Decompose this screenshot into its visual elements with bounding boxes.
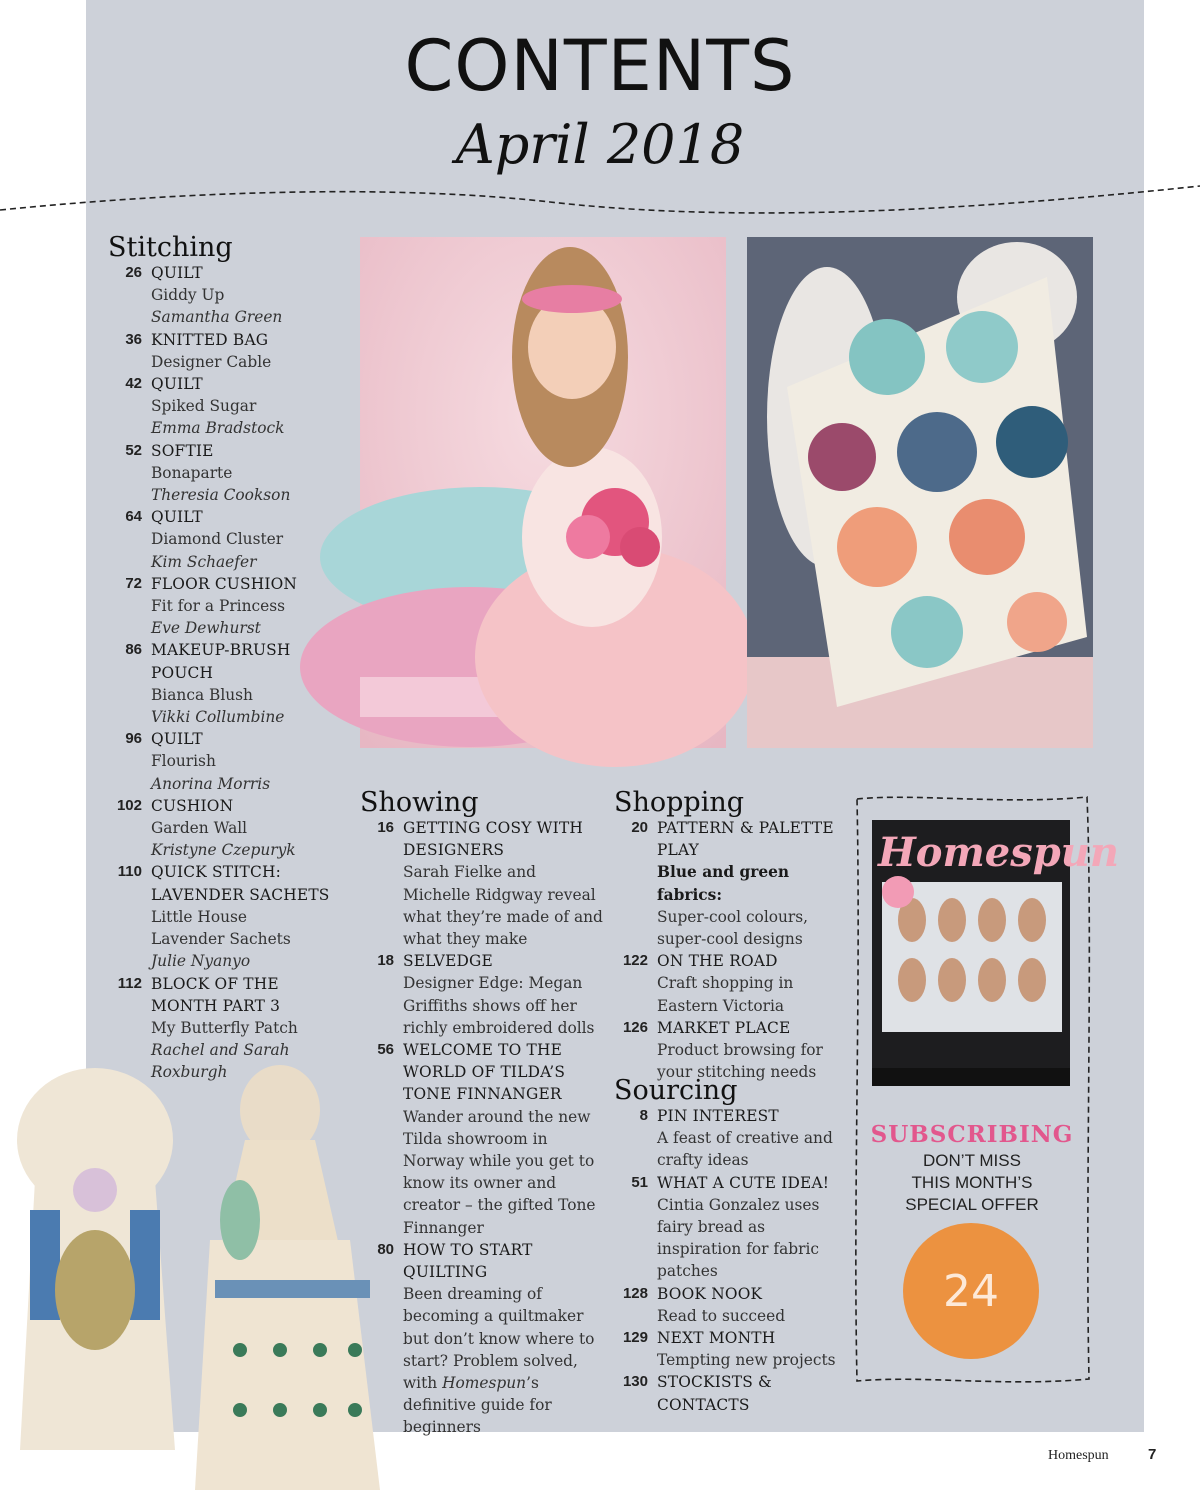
page-number-ref: 51 — [631, 1173, 648, 1191]
entry-heading: KNITTED BAG — [151, 330, 269, 349]
page-number-ref: 96 — [125, 730, 142, 748]
stitch-line-divider — [0, 180, 1200, 220]
entry-designer: Julie Nyanyo — [151, 952, 251, 971]
entry-body — [151, 329, 271, 373]
entry-body — [657, 1371, 848, 1415]
contents-entry[interactable] — [102, 329, 342, 373]
contents-entry[interactable] — [608, 950, 848, 1017]
entry-designer: Kim Schaefer — [151, 552, 257, 571]
entry-heading: MAKEUP-BRUSH POUCH — [151, 641, 291, 682]
entry-subtitle: My Butterfly Patch — [151, 1018, 298, 1037]
page-number-ref: 64 — [125, 508, 142, 526]
entry-subtitle: Lavender Sachets — [151, 930, 291, 949]
page-number-ref: 16 — [377, 819, 394, 836]
entry-subtitle: Designer Cable — [151, 352, 272, 371]
entry-body — [151, 728, 270, 795]
entry-designer: Samantha Green — [151, 308, 283, 327]
entry-heading: PIN INTEREST — [657, 1107, 779, 1125]
subscribe-line: SPECIAL OFFER — [905, 1195, 1039, 1214]
page-title: CONTENTS — [404, 25, 796, 107]
page-number-ref: 80 — [377, 1240, 394, 1258]
entry-body — [151, 795, 296, 862]
page-number-ref: 126 — [622, 1018, 648, 1036]
entry-description — [403, 972, 604, 1039]
footer-brand: Homespun — [1048, 1448, 1109, 1463]
entry-description-text: Designer Edge: Megan Griffiths shows off her richly embroidered dolls — [403, 974, 595, 1037]
entry-description — [657, 972, 848, 1016]
contents-entry[interactable] — [102, 573, 342, 640]
subscribe-page-badge[interactable]: 24 — [903, 1223, 1039, 1359]
entry-description — [657, 906, 848, 950]
girl-floor-cushion-photo — [360, 237, 726, 748]
entry-heading: STOCKISTS & CONTACTS — [657, 1373, 772, 1414]
entry-designer: Theresia Cookson — [151, 486, 291, 505]
page-number-ref: 86 — [125, 641, 142, 659]
entry-heading: WELCOME TO THE WORLD OF TILDA’S TONE FINNANGER — [403, 1041, 566, 1104]
section-shopping-title: Shopping — [614, 787, 745, 818]
sourcing-list — [608, 1105, 848, 1416]
entry-subtitle: Bonaparte — [151, 463, 233, 482]
entry-description-text: A feast of creative and crafty ideas — [657, 1129, 833, 1170]
entry-heading: GETTING COSY WITH DESIGNERS — [403, 819, 584, 860]
contents-entry[interactable] — [102, 440, 342, 507]
entry-heading: QUICK STITCH: LAVENDER SACHETS — [151, 863, 330, 904]
entry-body — [657, 1172, 848, 1283]
entry-heading: SELVEDGE — [403, 952, 493, 971]
entry-body — [657, 1327, 836, 1371]
entry-subtitle: Bianca Blush — [151, 685, 253, 704]
entry-body — [657, 950, 848, 1017]
entry-subtitle: Diamond Cluster — [151, 530, 284, 549]
entry-description-text: Sarah Fielke and Michelle Ridgway reveal what they’re made of and what they make — [403, 863, 603, 949]
entry-description — [403, 861, 604, 950]
entry-subtitle: Garden Wall — [151, 819, 248, 838]
entry-heading: CUSHION — [151, 796, 234, 815]
entry-body — [403, 950, 604, 1039]
entry-description-text: Wander around the new Tilda showroom in Norway while you get to know its owner and creator – the gifted Tone Finnanger — [403, 1107, 596, 1237]
entry-description — [657, 1127, 848, 1171]
entry-subtitle: Little House — [151, 907, 248, 926]
page-number-ref: 128 — [622, 1284, 648, 1302]
entry-heading: FLOOR CUSHION — [151, 574, 298, 593]
entry-body — [151, 440, 290, 507]
entry-designer: Vikki Collumbine — [151, 708, 285, 727]
section-stitching-title: Stitching — [108, 232, 233, 263]
contents-entry[interactable] — [102, 728, 342, 795]
entry-designer: Rachel and Sarah Roxburgh — [151, 1041, 290, 1082]
contents-entry[interactable] — [608, 817, 848, 950]
quilt-photo — [747, 237, 1093, 748]
magazine-cover[interactable] — [872, 820, 1119, 1086]
entry-subtitle: Fit for a Princess — [151, 597, 286, 616]
entry-description — [657, 1349, 836, 1371]
page-number-ref: 18 — [377, 952, 394, 970]
page-number-ref: 36 — [125, 330, 142, 348]
page-number-ref: 110 — [117, 863, 142, 881]
page-number-ref: 56 — [377, 1041, 394, 1059]
entry-body — [151, 861, 342, 972]
contents-entry[interactable] — [102, 373, 342, 440]
contents-entry[interactable] — [354, 950, 604, 1039]
page-number-ref: 20 — [631, 819, 648, 836]
entry-heading: ON THE ROAD — [657, 952, 778, 971]
contents-entry[interactable] — [354, 817, 604, 950]
subscribe-line: THIS MONTH’S — [911, 1173, 1033, 1192]
entry-description-text: Super-cool colours, super-cool designs — [657, 907, 809, 949]
page-number-ref: 26 — [125, 264, 142, 281]
entry-description-text: Cintia Gonzalez uses fairy bread as inspiration for fabric patches — [657, 1195, 820, 1281]
page-number-ref: 52 — [125, 441, 142, 459]
entry-heading: BOOK NOOK — [657, 1284, 763, 1303]
entry-description-text: Read to succeed — [657, 1306, 786, 1325]
contents-entry[interactable] — [102, 795, 342, 862]
subscribe-line: DON’T MISS — [923, 1151, 1021, 1170]
entry-heading: HOW TO START QUILTING — [403, 1240, 533, 1282]
entry-heading: QUILT — [151, 508, 203, 527]
entry-description-text: Tempting new projects — [657, 1351, 836, 1370]
entry-heading: QUILT — [151, 375, 203, 394]
entry-heading: QUILT — [151, 730, 203, 749]
page-number-ref: 8 — [639, 1107, 648, 1124]
entry-description — [403, 1283, 604, 1438]
page-number-ref: 42 — [125, 375, 142, 393]
subscribe-text — [853, 1150, 1091, 1216]
entry-heading: BLOCK OF THE MONTH PART 3 — [151, 974, 281, 1015]
entry-designer: Eve Dewhurst — [151, 619, 261, 638]
page-number-ref: 130 — [622, 1373, 648, 1391]
issue-date: April 2018 — [455, 113, 745, 176]
entry-description-italic: Homespun — [442, 1374, 527, 1393]
entry-description — [657, 1194, 848, 1283]
entry-body — [657, 1105, 848, 1172]
page-number-ref: 122 — [622, 952, 648, 970]
entry-subtitle: Flourish — [151, 752, 216, 771]
shopping-list — [608, 817, 848, 1083]
entry-body — [151, 506, 283, 573]
entry-description-end: ’s definitive guide for beginners — [403, 1374, 552, 1437]
contents-entry[interactable] — [102, 506, 342, 573]
entry-body — [657, 1017, 848, 1084]
section-showing-title: Showing — [360, 787, 479, 818]
page-number-ref: 112 — [117, 974, 142, 992]
section-sourcing-title: Sourcing — [614, 1075, 738, 1106]
entry-heading: PATTERN & PALETTE PLAY — [657, 819, 834, 860]
subscribe-heading[interactable]: SUBSCRIBING — [870, 1121, 1074, 1148]
entry-heading: WHAT A CUTE IDEA! — [657, 1173, 830, 1192]
entry-body — [403, 1239, 604, 1439]
entry-body — [403, 817, 604, 950]
entry-body — [657, 817, 848, 950]
entry-body — [403, 1039, 604, 1239]
page-number-ref: 102 — [116, 796, 142, 814]
page-number-ref: 129 — [622, 1329, 648, 1347]
embroidered-dolls-photo — [0, 1050, 400, 1499]
entry-subtitle: Spiked Sugar — [151, 397, 257, 416]
entry-description — [403, 1106, 604, 1239]
contents-entry[interactable] — [102, 262, 342, 329]
entry-heading: QUILT — [151, 264, 203, 282]
entry-body — [151, 262, 282, 329]
entry-description-text: Craft shopping in Eastern Victoria — [657, 974, 794, 1015]
contents-entry[interactable] — [608, 1017, 848, 1084]
contents-entry[interactable] — [608, 1371, 848, 1415]
contents-entry[interactable] — [608, 1172, 848, 1283]
entry-body — [657, 1283, 785, 1327]
entry-description — [657, 1305, 785, 1327]
entry-designer: Anorina Morris — [151, 774, 271, 793]
entry-heading: MARKET PLACE — [657, 1018, 791, 1037]
entry-heading: SOFTIE — [151, 441, 214, 460]
page-number: 7 — [1148, 1446, 1157, 1463]
contents-entry[interactable] — [102, 861, 342, 972]
entry-designer: Kristyne Czepuryk — [151, 841, 296, 860]
entry-subheading: Blue and green fabrics: — [657, 863, 790, 904]
entry-designer: Emma Bradstock — [151, 419, 285, 438]
entry-description-text: Been dreaming of becoming a quiltmaker but don’t know where to start? Problem solved, with — [403, 1285, 595, 1393]
contents-entry[interactable] — [608, 1283, 848, 1327]
entry-body — [151, 373, 284, 440]
contents-entry[interactable] — [608, 1105, 848, 1172]
cover-title: Homespun — [878, 829, 1119, 876]
entry-heading: NEXT MONTH — [657, 1329, 776, 1348]
entry-body — [151, 573, 297, 640]
entry-description-text: Product browsing for your stitching needs — [657, 1041, 823, 1082]
contents-entry[interactable] — [608, 1327, 848, 1371]
page-number-ref: 72 — [125, 574, 142, 592]
entry-subtitle: Giddy Up — [151, 286, 225, 305]
